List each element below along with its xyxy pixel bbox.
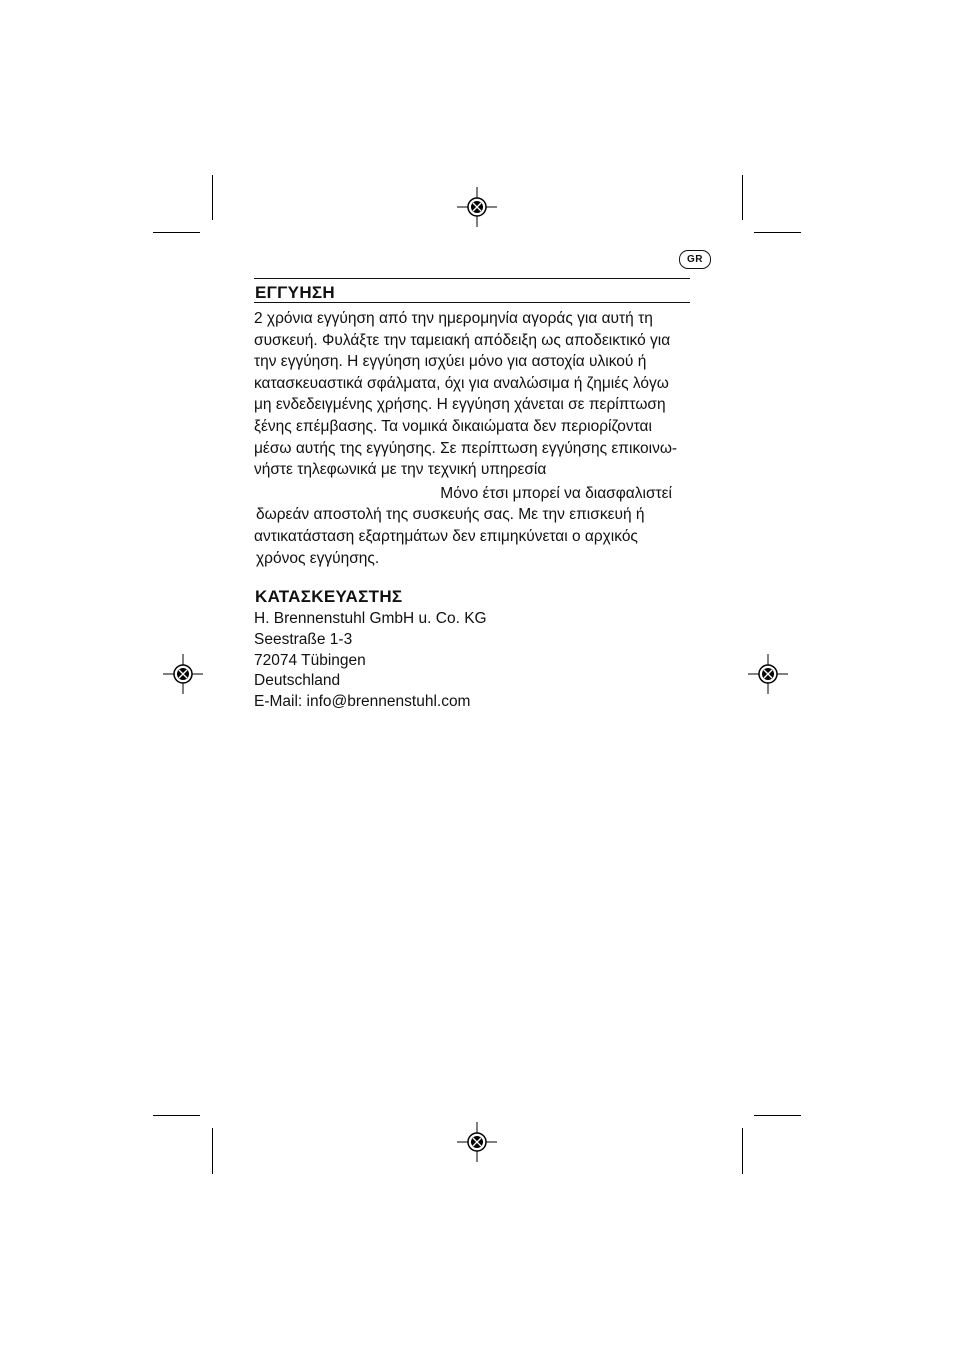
warranty-line: νήστε τηλεφωνικά με την τεχνική υπηρεσία	[254, 461, 547, 479]
heading-rule-top	[254, 278, 690, 279]
crop-mark-bottom-right-horizontal	[754, 1115, 801, 1116]
warranty-heading: ΕΓΓΥΗΣΗ	[255, 283, 335, 302]
registration-mark-bottom-icon	[457, 1122, 497, 1162]
warranty-line: την εγγύηση. Η εγγύηση ισχύει μόνο για αστοχία υλικού ή	[254, 353, 647, 371]
registration-mark-left-icon	[163, 654, 203, 694]
crop-mark-top-right-vertical	[742, 175, 743, 220]
crop-mark-bottom-right-vertical	[742, 1128, 743, 1174]
email-address: E-Mail: info@brennenstuhl.com	[254, 693, 471, 711]
heading-rule-bottom	[254, 302, 690, 303]
warranty-line: κατασκευαστικά σφάλματα, όχι για αναλώσιμα ή ζημιές λόγω	[254, 374, 669, 392]
warranty-line: Μόνο έτσι μπορεί να διασφαλιστεί	[440, 484, 672, 502]
warranty-paragraph	[254, 308, 677, 569]
warranty-line: δωρεάν αποστολή της συσκευής σας. Με την επισκευή ή	[256, 506, 645, 524]
street-address: Seestraße 1-3	[254, 630, 353, 648]
country: Deutschland	[254, 672, 341, 690]
language-badge: GR	[679, 250, 711, 269]
crop-mark-bottom-left-vertical	[212, 1128, 213, 1174]
registration-mark-right-icon	[748, 654, 788, 694]
company-name: H. Brennenstuhl GmbH u. Co. KG	[254, 610, 487, 627]
warranty-line: χρόνος εγγύησης.	[256, 549, 380, 567]
warranty-line: αντικατάσταση εξαρτημάτων δεν επιμηκύνεται ο αρχικός	[254, 527, 638, 545]
warranty-line: μη ενδεδειγμένης χρήσης. Η εγγύηση χάνεται σε περίπτωση	[254, 396, 666, 414]
crop-mark-top-right-horizontal	[754, 232, 801, 233]
crop-mark-bottom-left-horizontal	[153, 1115, 200, 1116]
postal-city: 72074 Tübingen	[254, 651, 366, 669]
manufacturer-address	[254, 609, 487, 713]
crop-mark-top-left-horizontal	[153, 232, 200, 233]
warranty-line: συσκευή. Φυλάξτε την ταμειακή απόδειξη ως αποδεικτικό για	[254, 331, 671, 349]
registration-mark-top-icon	[457, 187, 497, 227]
warranty-line: ξένης επέμβασης. Τα νομικά δικαιώματα δεν περιορίζονται	[254, 417, 652, 435]
warranty-line: 2 χρόνια εγγύηση από την ημερομηνία αγοράς για αυτή τη	[254, 310, 653, 327]
warranty-line: μέσω αυτής της εγγύησης. Σε περίπτωση εγγύησης επικοινω-	[254, 439, 678, 457]
manufacturer-heading: ΚΑΤΑΣΚΕΥΑΣΤΗΣ	[255, 587, 403, 606]
crop-mark-top-left-vertical	[212, 175, 213, 220]
